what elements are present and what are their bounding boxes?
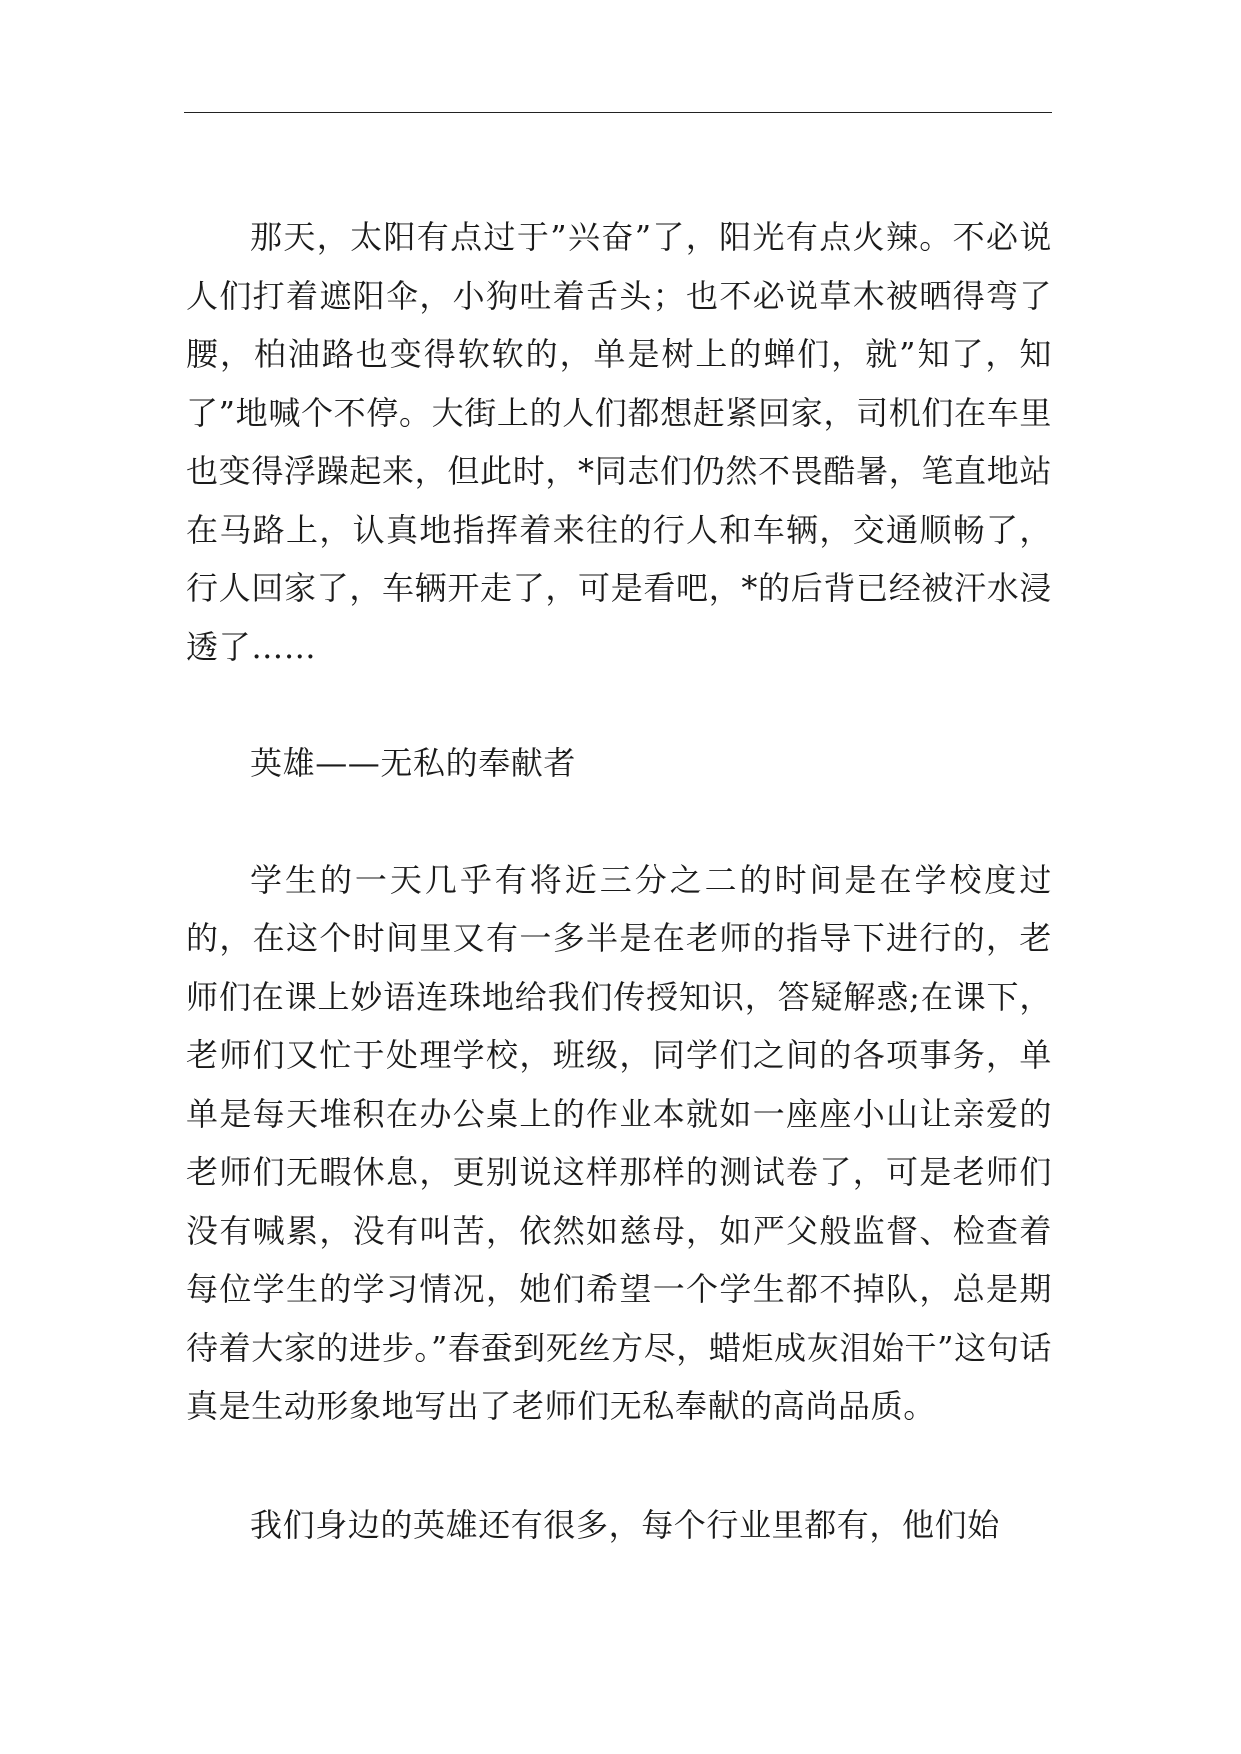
section-heading: 英雄——无私的奉献者	[250, 744, 577, 782]
body-paragraph: 那天，太阳有点过于”兴奋”了，阳光有点火辣。不必说人们打着遮阳伞，小狗吐着舌头；也不必说草木被晒得弯了腰，柏油路也变得软软的，单是树上的蝉们，就”知了，知了”地喊个不停。大街上的人们都想赶紧回家，司机们在车里也变得浮躁起来，但此时，*同志们仍然不畏酷暑，笔直地站在马路上，认真地指挥着来往的行人和车辆，交通顺畅了，行人回家了，车辆开走了，可是看吧，*的后背已经被汗水浸透了……	[186, 218, 1052, 666]
body-paragraph: 学生的一天几乎有将近三分之二的时间是在学校度过的，在这个时间里又有一多半是在老师的指导下进行的，老师们在课上妙语连珠地给我们传授知识，答疑解惑;在课下，老师们又忙于处理学校，班级，同学们之间的各项事务，单单是每天堆积在办公桌上的作业本就如一座座小山让亲爱的老师们无暇休息，更别说这样那样的测试卷了，可是老师们没有喊累，没有叫苦，依然如慈母，如严父般监督、检查着每位学生的学习情况，她们希望一个学生都不掉队，总是期待着大家的进步。”春蚕到死丝方尽，蜡炬成灰泪始干”这句话真是生动形象地写出了老师们无私奉献的高尚品质。	[186, 860, 1052, 1425]
header-rule	[184, 112, 1052, 113]
document-body	[186, 208, 1052, 1554]
body-paragraph: 我们身边的英雄还有很多，每个行业里都有，他们始	[250, 1505, 1000, 1544]
